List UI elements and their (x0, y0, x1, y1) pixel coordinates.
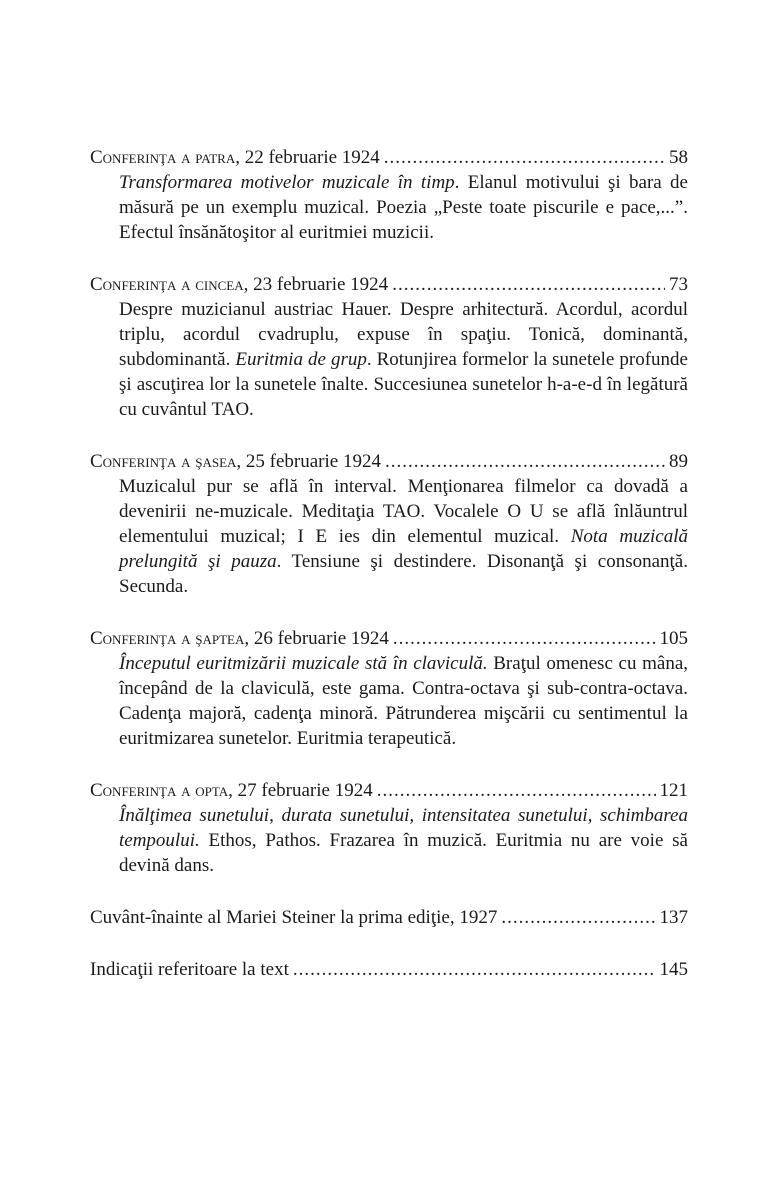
text-run: . Tensiune şi destindere. Disonanţă şi consonanţă. Secunda. (119, 551, 688, 597)
dot-leader (384, 145, 665, 170)
table-of-contents (90, 145, 688, 1009)
toc-entry-title: Conferinţa a opta (90, 780, 229, 801)
toc-entry-description (119, 803, 688, 878)
page-number: 145 (659, 959, 688, 980)
toc-entry-heading (90, 449, 688, 474)
text-run: . Elanul motivului şi bara de măsură pe un exemplu muzical. Poezia „Peste toate piscurile e pace,...”. Efectul însănătoşitor al euritmiei muzicii. (119, 172, 688, 243)
text-run: Ethos, Pathos. Frazarea în muzică. Euritmia nu are voie să devină dans. (119, 830, 688, 876)
page-number: 121 (659, 780, 688, 801)
page-number: 73 (669, 274, 688, 295)
italic-phrase: Euritmia de grup (235, 349, 367, 370)
page-number: 105 (659, 628, 688, 649)
toc-entry-date: , 25 februarie 1924 (236, 451, 381, 472)
toc-entry-foreword (90, 905, 688, 930)
dot-leader (392, 272, 665, 297)
toc-entry-title: Indicaţii referitoare la text (90, 959, 289, 980)
toc-entry-heading (90, 778, 688, 803)
page-number: 89 (669, 451, 688, 472)
toc-entry-title: Conferinţa a şasea (90, 451, 237, 472)
toc-entry-heading (90, 957, 688, 982)
dot-leader (393, 626, 656, 651)
dot-leader (385, 449, 665, 474)
dot-leader (293, 957, 656, 982)
toc-entry-heading (90, 145, 688, 170)
toc-entry-heading (90, 626, 688, 651)
toc-entry-date: , 23 februarie 1924 (243, 274, 389, 295)
toc-entry-title: Cuvânt-înainte al Mariei Steiner la prima ediţie, 1927 (90, 907, 498, 928)
toc-entry-description (119, 297, 688, 422)
italic-phrase: Nota muzicală prelungită şi pauza (119, 526, 688, 572)
toc-entry-lecture-7 (90, 626, 688, 751)
toc-entry-lecture-8 (90, 778, 688, 878)
text-run: Muzicalul pur se află în interval. Menţionarea filmelor ca dovadă a devenirii ne-muzicale. Meditaţia TAO. Vocalele O U se află înlăuntrul elementului muzical; I E ies din elementul muzical. (119, 476, 688, 547)
toc-entry-lecture-6 (90, 449, 688, 599)
page-number: 137 (659, 907, 688, 928)
toc-entry-title: Conferinţa a patra (90, 147, 236, 168)
dot-leader (501, 905, 655, 930)
toc-entry-date: , 26 februarie 1924 (244, 628, 389, 649)
toc-entry-title: Conferinţa a şaptea (90, 628, 245, 649)
toc-entry-lecture-5 (90, 272, 688, 422)
text-run: Braţul omenesc cu mâna, începând de la claviculă, este gama. Contra-octava şi sub-contra-octava. Cadenţa majoră, cadenţa minoră. Pătrunderea mişcării cu sentimentul la euritmizarea sunetelor. Euritmia terapeutică. (119, 653, 688, 749)
toc-entry-heading (90, 905, 688, 930)
dot-leader (377, 778, 656, 803)
text-run: . Rotunjirea formelor la sunetele profunde şi ascuţirea lor la sunetele înalte. Succesiunea sunetelor h-a-e-d în legătură cu cuvântul TAO. (119, 349, 688, 420)
toc-entry-notes (90, 957, 688, 982)
toc-entry-heading (90, 272, 688, 297)
page-number: 58 (669, 147, 688, 168)
toc-entry-description (119, 474, 688, 599)
italic-phrase: Începutul euritmizării muzicale stă în claviculă. (119, 653, 488, 674)
toc-entry-date: , 27 februarie 1924 (228, 780, 373, 801)
toc-entry-lecture-4 (90, 145, 688, 245)
italic-phrase: Transformarea motivelor muzicale în timp (119, 172, 455, 193)
toc-entry-description (119, 651, 688, 751)
toc-entry-date: , 22 februarie 1924 (235, 147, 380, 168)
text-run: Despre muzicianul austriac Hauer. Despre arhitectură. Acordul, acordul triplu, acordul cvadruplu, expuse în spaţiu. Tonică, dominantă, subdominantă. (119, 299, 688, 370)
italic-phrase: Înălţimea sunetului, durata sunetului, intensitatea sunetului, schimbarea tempoului. (119, 805, 688, 851)
toc-entry-title: Conferinţa a cincea (90, 274, 244, 295)
toc-entry-description (119, 170, 688, 245)
